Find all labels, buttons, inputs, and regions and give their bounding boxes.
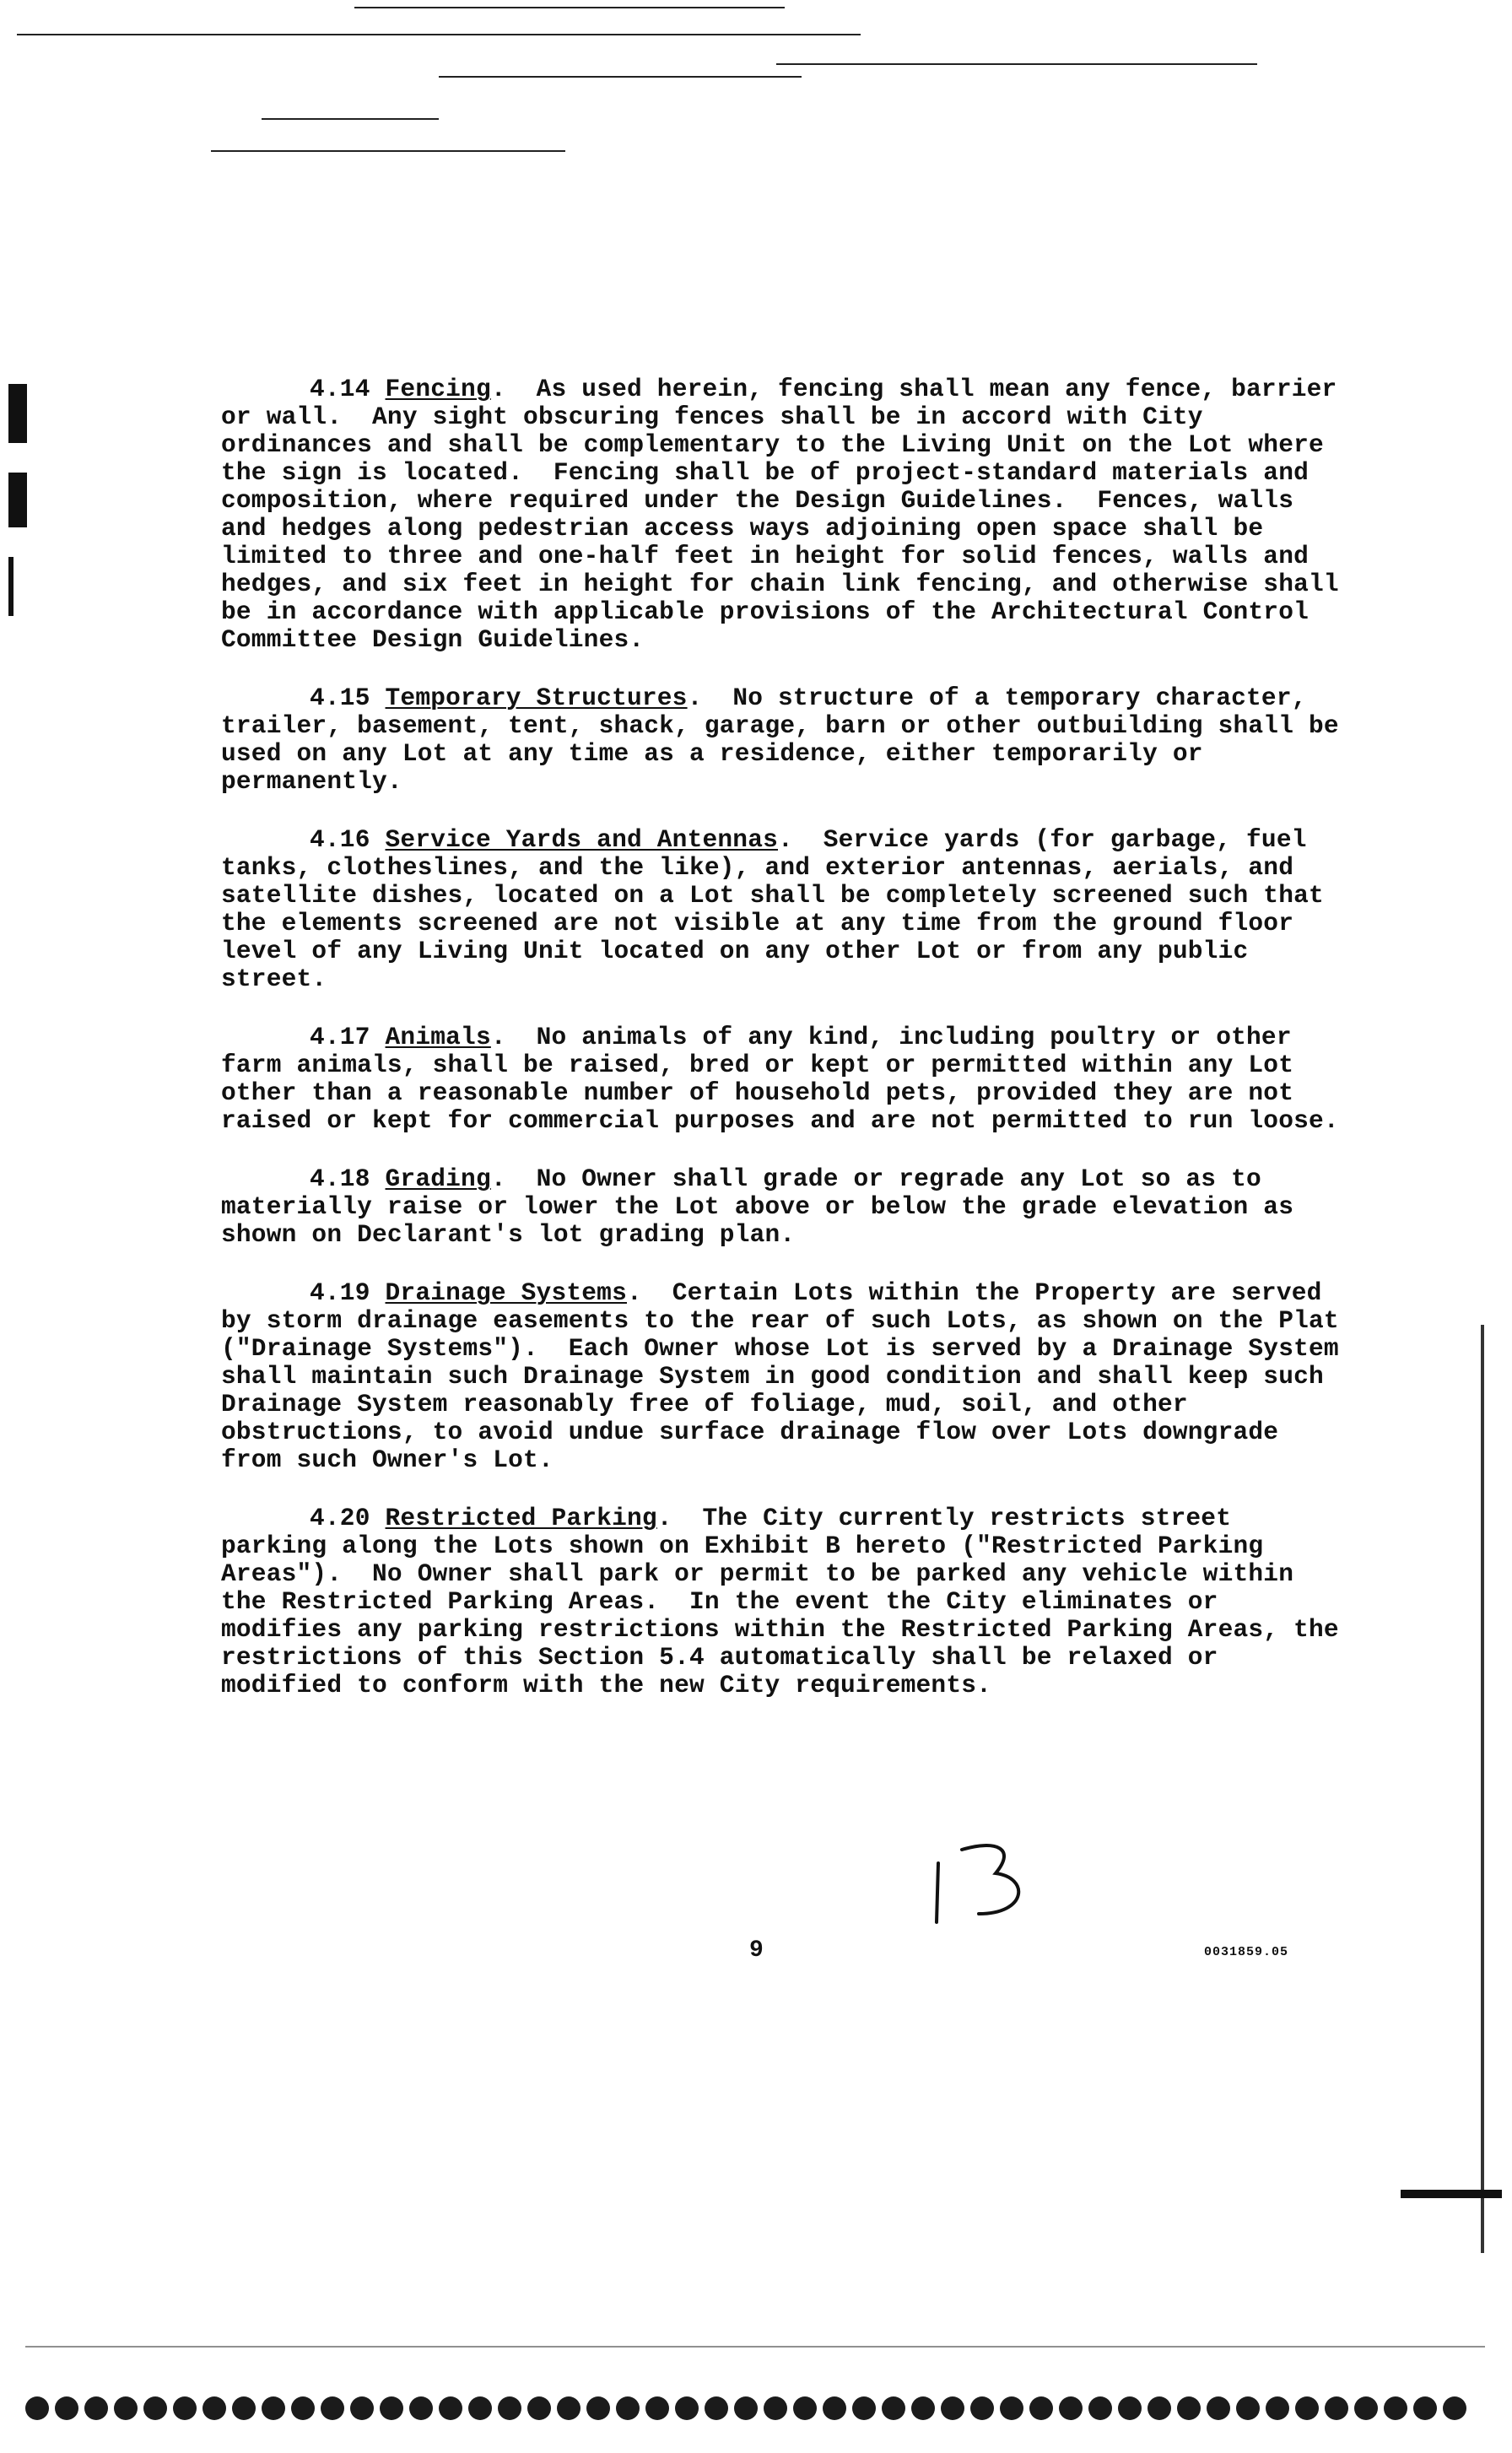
document-body <box>221 375 1354 1730</box>
scan-artifact-bar <box>1481 1325 1484 2253</box>
section-heading: Temporary Structures <box>385 683 688 712</box>
punched-hole <box>1000 2396 1023 2420</box>
punched-hole <box>498 2396 521 2420</box>
scan-artifact-line <box>439 76 802 78</box>
punched-hole <box>527 2396 551 2420</box>
handwritten-page-number <box>928 1840 1046 1924</box>
punched-hole <box>823 2396 846 2420</box>
section-heading: Animals <box>385 1023 491 1051</box>
punched-hole <box>173 2396 197 2420</box>
punched-hole <box>1443 2396 1466 2420</box>
scan-artifact-line <box>17 34 861 35</box>
punched-hole <box>350 2396 374 2420</box>
scan-artifact-line <box>262 118 439 120</box>
scan-artifact-line <box>211 150 565 152</box>
section-number: 4.20 <box>310 1504 370 1532</box>
punched-hole <box>764 2396 787 2420</box>
punched-hole <box>645 2396 669 2420</box>
punched-hole <box>25 2396 49 2420</box>
punched-hole <box>55 2396 78 2420</box>
section-4-18: 4.18 Grading. No Owner shall grade or regrade any Lot so as to materially raise or lower the Lot above or below the grade elevation as shown on Declarant's lot grading plan. <box>221 1164 1310 1249</box>
punched-hole <box>1384 2396 1407 2420</box>
punched-hole <box>1177 2396 1201 2420</box>
section-number: 4.19 <box>310 1278 370 1307</box>
punched-hole <box>262 2396 285 2420</box>
section-heading: Restricted Parking <box>385 1504 657 1532</box>
punched-hole <box>232 2396 256 2420</box>
section-4-14: 4.14 Fencing. As used herein, fencing shall mean any fence, barrier or wall. Any sight obscuring fences shall be in accord with City ordinances and shall be complementary to the Living Unit on the Lot where the sign is located. Fencing shall be of project-standard materials and composition, where required under the Design Guidelines. Fences, walls and hedges along pedestrian access ways adjoining open space shall be limited to three and one-half feet in height for solid fences, walls and hedges, and six feet in height for chain link fencing, and otherwise shall be in accordance with applicable provisions of the Architectural Control Committee Design Guidelines. <box>221 375 1354 654</box>
punched-hole <box>84 2396 108 2420</box>
section-4-15: 4.15 Temporary Structures. No structure of a temporary character, trailer, basement, tent, shack, garage, barn or other outbuilding shall be used on any Lot at any time as a residence, either temporarily or permanently. <box>221 683 1354 796</box>
punched-hole <box>321 2396 344 2420</box>
scan-artifact-line <box>25 2346 1485 2348</box>
punched-hole <box>1059 2396 1083 2420</box>
punched-hole <box>1325 2396 1348 2420</box>
section-text: Certain Lots within the Property are served by storm drainage easements to the rear of such Lots, as shown on the Plat ("Drainage Systems"). Each Owner whose Lot is served by a Drainage System shall maintain such Drainage System in good condition and shall keep such Drainage System reasonably free of foliage, mud, soil, and other obstructions, to avoid undue surface drainage flow over Lots downgrade from such Owner's Lot. <box>221 1278 1354 1474</box>
section-text: As used herein, fencing shall mean any fence, barrier or wall. Any sight obscuring fences shall be in accord with City ordinances and shall be complementary to the Living Unit on the Lot where the sign is located. Fencing shall be of project-standard materials and composition, where required under the Design Guidelines. Fences, walls and hedges along pedestrian access ways adjoining open space shall be limited to three and one-half feet in height for solid fences, walls and hedges, and six feet in height for chain link fencing, and otherwise shall be in accordance with applicable provisions of the Architectural Control Committee Design Guidelines. <box>221 375 1354 654</box>
scan-artifact-bar <box>8 473 27 527</box>
section-text: No animals of any kind, including poultry or other farm animals, shall be raised, bred or kept or permitted within any Lot other than a reasonable number of household pets, provided they are not raised or kept for commercial purposes and are not permitted to run loose. <box>221 1023 1339 1135</box>
punched-hole <box>114 2396 138 2420</box>
section-text: Service yards (for garbage, fuel tanks, clotheslines, and the like), and exterior antennas, aerials, and satellite dishes, located on a Lot shall be completely screened such that the elements screened are not visible at any time from the ground floor level of any Living Unit located on any other Lot or from any public street. <box>221 825 1339 993</box>
section-text: No Owner shall grade or regrade any Lot so as to materially raise or lower the Lot above or below the grade elevation as shown on Declarant's lot grading plan. <box>221 1164 1310 1249</box>
section-number: 4.18 <box>310 1164 370 1193</box>
section-text: The City currently restricts street parking along the Lots shown on Exhibit B hereto ("Restricted Parking Areas"). No Owner shall park or permit to be parked any vehicle within the Restricted Parking Areas. In the event the City eliminates or modifies any parking restrictions within the Restricted Parking Areas, the restrictions of this Section 5.4 automatically shall be relaxed or modified to conform with the new City requirements. <box>221 1504 1354 1699</box>
section-number: 4.14 <box>310 375 370 403</box>
punched-hole <box>793 2396 817 2420</box>
page-number: 9 <box>749 1937 764 1964</box>
punched-hole <box>557 2396 580 2420</box>
scan-artifact-bar <box>8 557 14 616</box>
punched-hole <box>1029 2396 1053 2420</box>
punched-hole <box>143 2396 167 2420</box>
punched-hole <box>911 2396 935 2420</box>
punched-hole <box>705 2396 728 2420</box>
section-4-16: 4.16 Service Yards and Antennas. Service yards (for garbage, fuel tanks, clotheslines, and the like), and exterior antennas, aerials, and satellite dishes, located on a Lot shall be completely screened such that the elements screened are not visible at any time from the ground floor level of any Living Unit located on any other Lot or from any public street. <box>221 825 1339 993</box>
punched-hole <box>1413 2396 1437 2420</box>
section-4-19: 4.19 Drainage Systems. Certain Lots within the Property are served by storm drainage easements to the rear of such Lots, as shown on the Plat ("Drainage Systems"). Each Owner whose Lot is served by a Drainage System shall maintain such Drainage System in good condition and shall keep such Drainage System reasonably free of foliage, mud, soil, and other obstructions, to avoid undue surface drainage flow over Lots downgrade from such Owner's Lot. <box>221 1278 1354 1474</box>
punched-hole <box>586 2396 610 2420</box>
punched-hole <box>1207 2396 1230 2420</box>
punched-hole <box>1088 2396 1112 2420</box>
punched-hole <box>1148 2396 1171 2420</box>
punched-hole <box>852 2396 876 2420</box>
section-heading: Drainage Systems <box>385 1278 627 1307</box>
punched-hole <box>734 2396 758 2420</box>
section-4-17: 4.17 Animals. No animals of any kind, including poultry or other farm animals, shall be raised, bred or kept or permitted within any Lot other than a reasonable number of household pets, provided they are not raised or kept for commercial purposes and are not permitted to run loose. <box>221 1023 1339 1135</box>
punched-hole <box>1236 2396 1260 2420</box>
section-heading: Fencing <box>385 375 491 403</box>
section-4-20: 4.20 Restricted Parking. The City currently restricts street parking along the Lots shown on Exhibit B hereto ("Restricted Parking Areas"). No Owner shall park or permit to be parked any vehicle within the Restricted Parking Areas. In the event the City eliminates or modifies any parking restrictions within the Restricted Parking Areas, the restrictions of this Section 5.4 automatically shall be relaxed or modified to conform with the new City requirements. <box>221 1504 1354 1699</box>
scan-artifact-line <box>776 63 1257 65</box>
punched-hole <box>468 2396 492 2420</box>
punched-hole <box>202 2396 226 2420</box>
section-heading: Grading <box>385 1164 491 1193</box>
punched-hole <box>882 2396 905 2420</box>
section-heading: Service Yards and Antennas <box>385 825 779 854</box>
punched-hole <box>380 2396 403 2420</box>
punched-hole <box>1354 2396 1378 2420</box>
punched-hole <box>291 2396 315 2420</box>
punched-hole <box>616 2396 640 2420</box>
scan-artifact-bar <box>8 384 27 443</box>
document-id: 0031859.05 <box>1204 1945 1289 1959</box>
punched-hole <box>1266 2396 1289 2420</box>
punched-hole-strip <box>25 2396 1489 2426</box>
punched-hole <box>439 2396 462 2420</box>
punched-hole <box>675 2396 699 2420</box>
section-number: 4.17 <box>310 1023 370 1051</box>
punched-hole <box>1118 2396 1142 2420</box>
punched-hole <box>941 2396 964 2420</box>
scan-artifact-line <box>354 7 785 8</box>
punched-hole <box>1295 2396 1319 2420</box>
scan-artifact-bar <box>1401 2190 1502 2198</box>
section-number: 4.16 <box>310 825 370 854</box>
section-number: 4.15 <box>310 683 370 712</box>
section-text: No structure of a temporary character, trailer, basement, tent, shack, garage, barn or other outbuilding shall be used on any Lot at any time as a residence, either temporarily or permanently. <box>221 683 1354 796</box>
punched-hole <box>970 2396 994 2420</box>
punched-hole <box>409 2396 433 2420</box>
